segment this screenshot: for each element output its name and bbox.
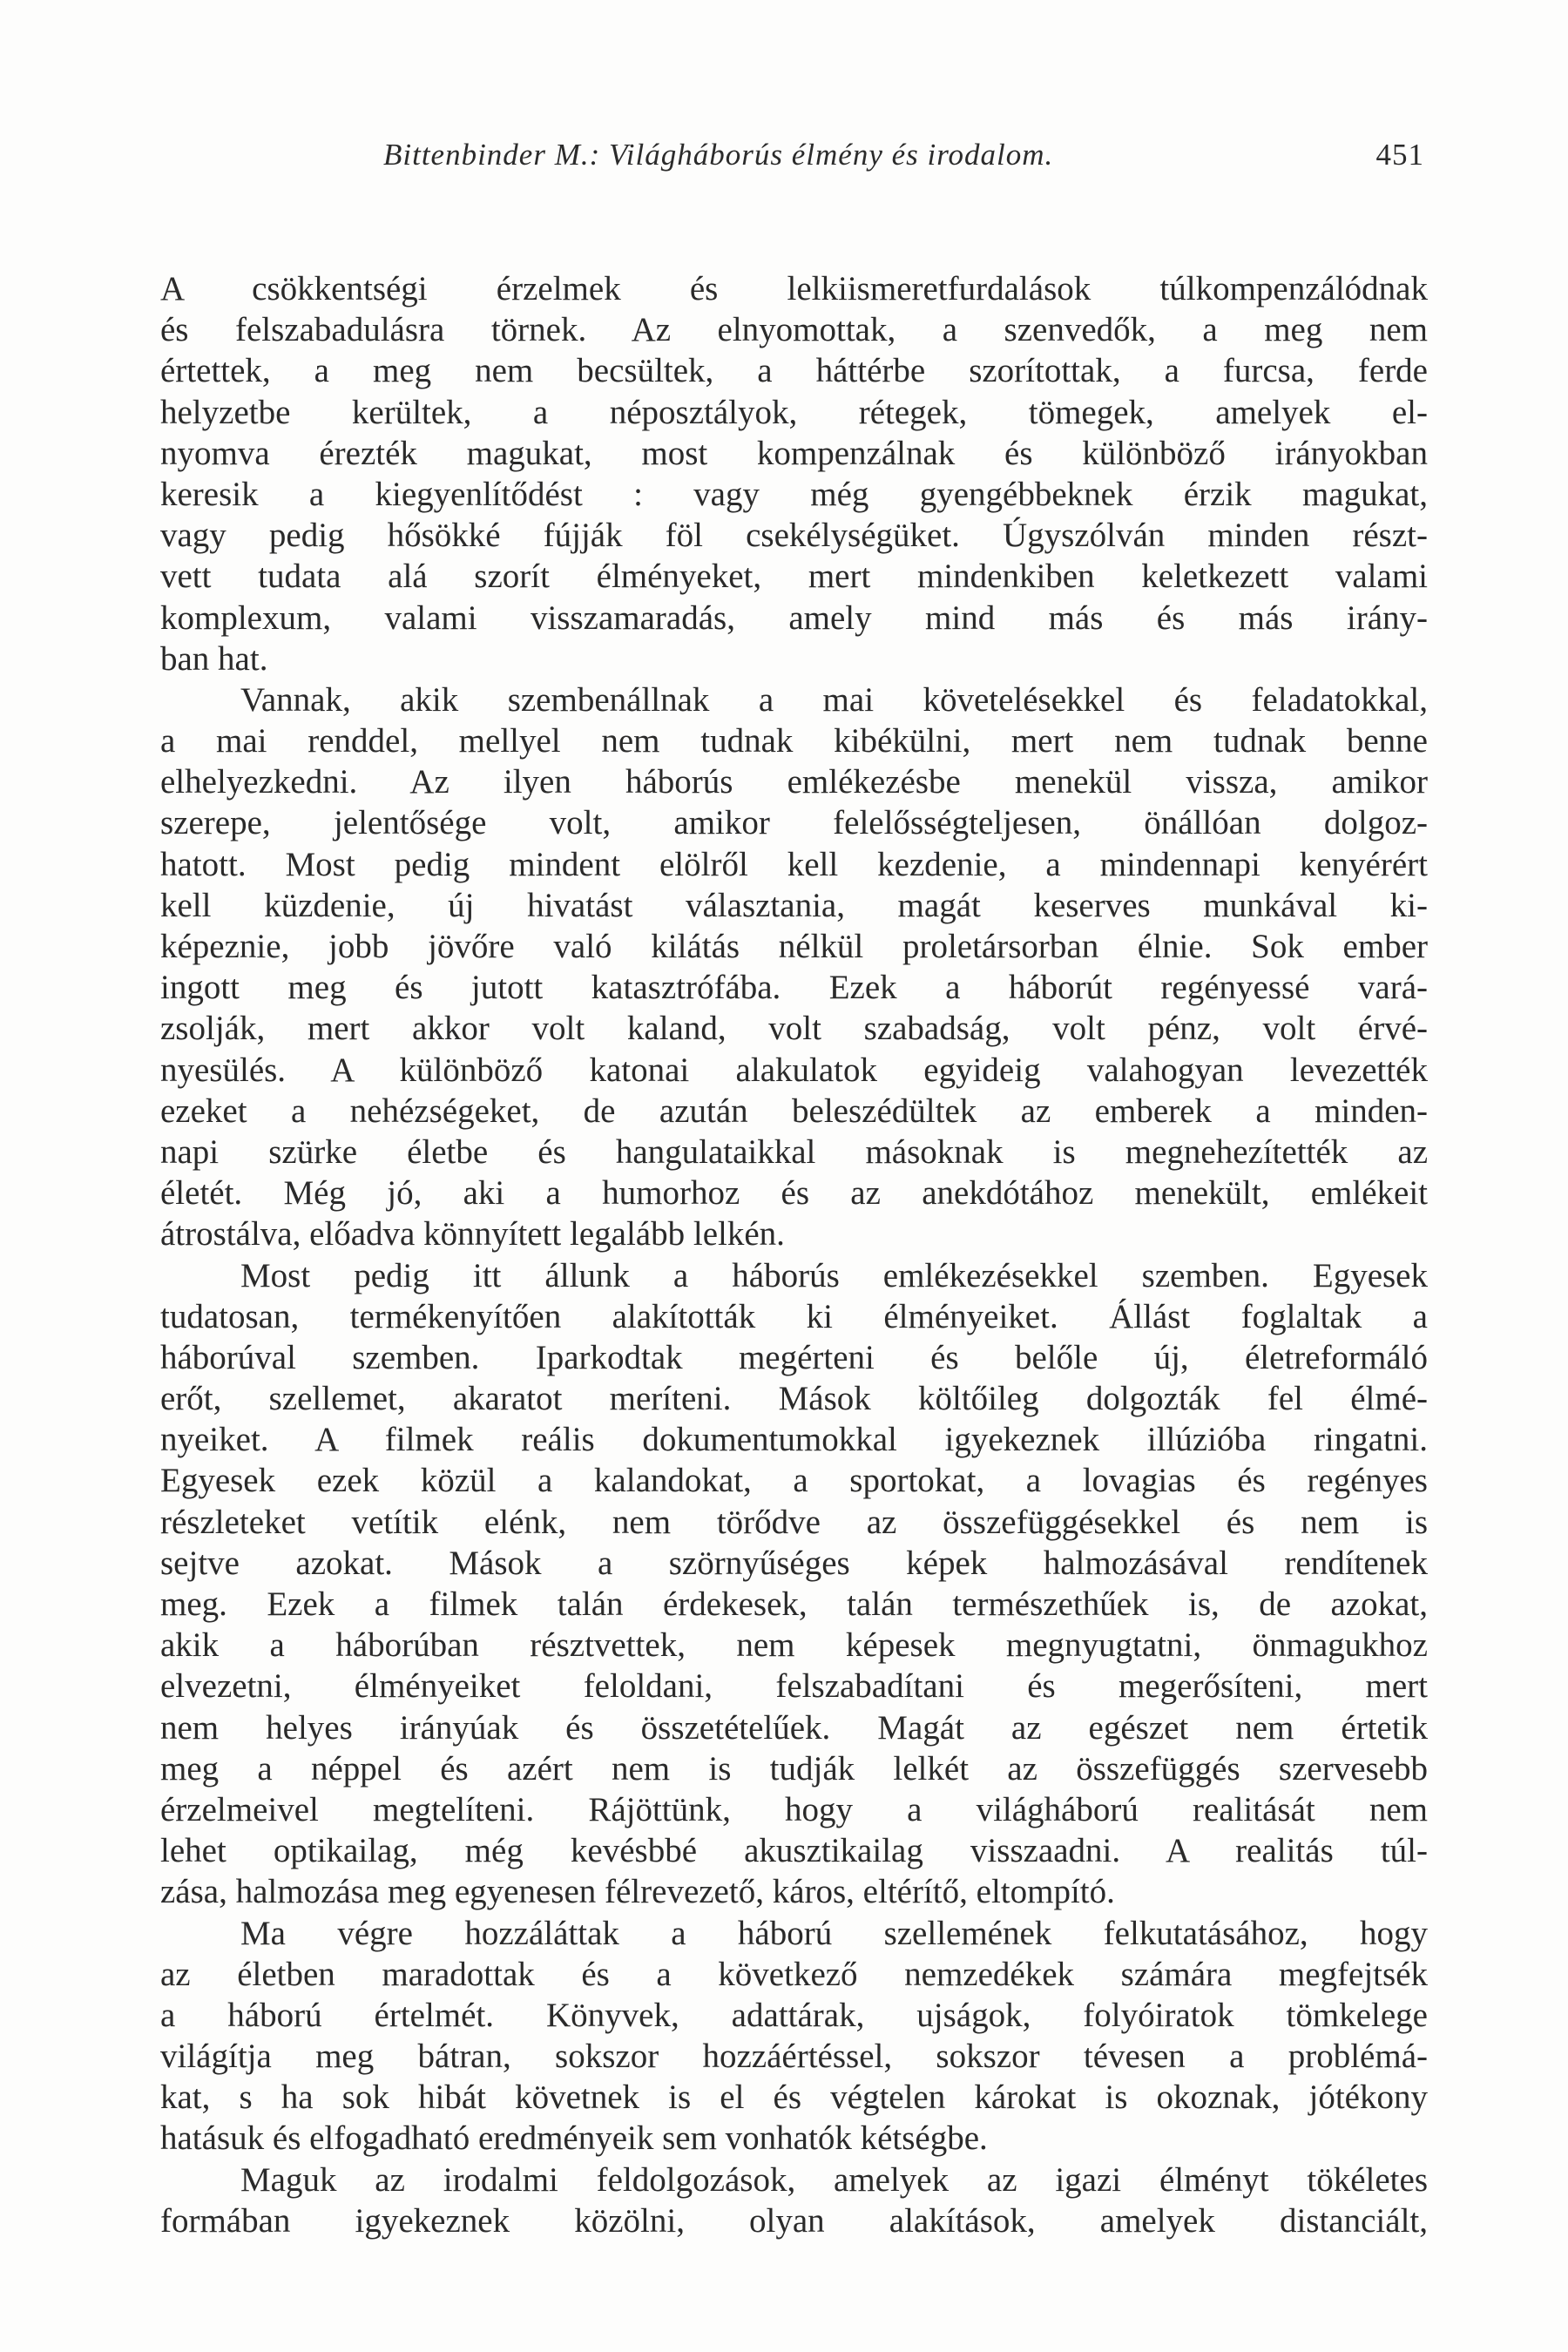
text-line: tudatosan, termékenyítően alakították ki élményeiket. Állást foglaltak a — [160, 1297, 1428, 1335]
text-line: részleteket vetítik elénk, nem törődve az összefüggésekkel és nem is — [160, 1503, 1428, 1541]
text-line: hatásuk és elfogadható eredményeik sem vonhatók kétségbe. — [160, 2119, 988, 2158]
text-line: A csökkentségi érzelmek és lelkiismeretfurdalások túlkompenzálódnak — [160, 270, 1428, 308]
text-line: sejtve azokat. Mások a szörnyűséges képek halmozásával rendítenek — [160, 1544, 1428, 1582]
text-line: a mai renddel, mellyel nem tudnak kibékülni, mert nem tudnak benne — [160, 722, 1428, 760]
text-line: ban hat. — [160, 639, 268, 678]
text-line: Maguk az irodalmi feldolgozások, amelyek az igazi élményt tökéletes — [240, 2160, 1428, 2199]
text-line: vagy pedig hősökké fújják föl csekélységüket. Úgyszólván minden részt- — [160, 517, 1428, 555]
text-line: Most pedig itt állunk a háborús emlékezésekkel szemben. Egyesek — [240, 1256, 1428, 1294]
text-line: az életben maradottak és a következő nemzedékek számára megfejtsék — [160, 1955, 1428, 1993]
text-line: lehet optikailag, még kevésbbé akusztikailag visszaadni. A realitás túl- — [160, 1832, 1428, 1870]
text-line: nyomva érezték magukat, most kompenzálnak és különböző irányokban — [160, 434, 1428, 472]
text-line: kell küzdenie, új hivatást választania, magát keserves munkával ki- — [160, 886, 1428, 924]
text-line: akik a háborúban résztvettek, nem képesek megnyugtatni, önmagukhoz — [160, 1626, 1428, 1665]
text-line: meg a néppel és azért nem is tudják lelkét az összefüggés szervesebb — [160, 1749, 1428, 1788]
text-line: erőt, szellemet, akaratot meríteni. Mások költőileg dolgozták fel élmé- — [160, 1380, 1428, 1418]
text-line: Egyesek ezek közül a kalandokat, a sportokat, a lovagias és regényes — [160, 1462, 1428, 1500]
text-line: vett tudata alá szorít élményeket, mert mindenkiben keletkezett valami — [160, 558, 1428, 596]
text-line: életét. Még jó, aki a humorhoz és az anekdótához menekült, emlékeit — [160, 1174, 1428, 1213]
text-line: képeznie, jobb jövőre való kilátás nélkül proletársorban élnie. Sok ember — [160, 928, 1428, 965]
text-line: Ma végre hozzáláttak a háború szellemének felkutatásához, hogy — [240, 1914, 1428, 1952]
page-number: 451 — [1375, 138, 1424, 172]
text-line: nyesülés. A különböző katonai alakulatok egyideig valahogyan levezették — [160, 1051, 1428, 1089]
text-line: világítja meg bátran, sokszor hozzáértéssel, sokszor tévesen a problémá- — [160, 2038, 1428, 2076]
text-line: elvezetni, élményeiket feloldani, felszabadítani és megerősíteni, mert — [160, 1667, 1428, 1706]
text-line: meg. Ezek a filmek talán érdekesek, talán természethűek is, de azokat, — [160, 1585, 1428, 1623]
text-line: napi szürke életbe és hangulataikkal másoknak is megnehezítették az — [160, 1132, 1428, 1171]
text-line: formában igyekeznek közölni, olyan alakítások, amelyek distanciált, — [160, 2201, 1428, 2240]
text-line: hatott. Most pedig mindent elölről kell kezdenie, a mindennapi kenyérért — [160, 845, 1428, 883]
text-line: ezeket a nehézségeket, de azután beleszédültek az emberek a minden- — [160, 1092, 1428, 1130]
text-line: háborúval szemben. Iparkodtak megérteni és belőle új, életreformáló — [160, 1338, 1428, 1376]
text-line: kat, s ha sok hibát követnek is el és végtelen károkat is okoznak, jótékony — [160, 2078, 1428, 2117]
text-line: értettek, a meg nem becsültek, a háttérbe szorítottak, a furcsa, ferde — [160, 352, 1428, 390]
running-header — [375, 138, 1424, 181]
text-line: és felszabadulásra törnek. Az elnyomottak, a szenvedők, a meg nem — [160, 311, 1428, 349]
text-line: komplexum, valami visszamaradás, amely mind más és más irány- — [160, 598, 1428, 637]
text-line: átrostálva, előadva könnyített legalább lelkén. — [160, 1215, 785, 1254]
text-line: elhelyezkedni. Az ilyen háborús emlékezésbe menekül vissza, amikor — [160, 763, 1428, 801]
text-line: keresik a kiegyenlítődést : vagy még gyengébbeknek érzik magukat, — [160, 475, 1428, 513]
text-line: érzelmeivel megtelíteni. Rájöttünk, hogy a világháború realitását nem — [160, 1790, 1428, 1828]
text-line: zsolják, mert akkor volt kaland, volt szabadság, volt pénz, volt érvé- — [160, 1010, 1428, 1048]
text-line: helyzetbe kerültek, a néposztályok, rétegek, tömegek, amelyek el- — [160, 393, 1428, 431]
text-line: szerepe, jelentősége volt, amikor felelősségteljesen, önállóan dolgoz- — [160, 804, 1428, 842]
text-line: nyeiket. A filmek reális dokumentumokkal igyekeznek illúzióba ringatni. — [160, 1421, 1428, 1459]
text-line: a háború értelmét. Könyvek, adattárak, ujságok, folyóiratok tömkelege — [160, 1996, 1428, 2034]
text-line: zása, halmozása meg egyenesen félrevezető, káros, eltérítő, eltompító. — [160, 1873, 1115, 1911]
text-line: ingott meg és jutott katasztrófába. Ezek a háborút regényessé vará- — [160, 969, 1428, 1007]
text-line: nem helyes irányúak és összetételűek. Magát az egészet nem értetik — [160, 1708, 1428, 1747]
running-header-title: Bittenbinder M.: Világháborús élmény és irodalom. — [383, 138, 1054, 172]
body-text — [160, 268, 1428, 2241]
text-line: Vannak, akik szembenállnak a mai követelésekkel és feladatokkal, — [240, 680, 1428, 719]
